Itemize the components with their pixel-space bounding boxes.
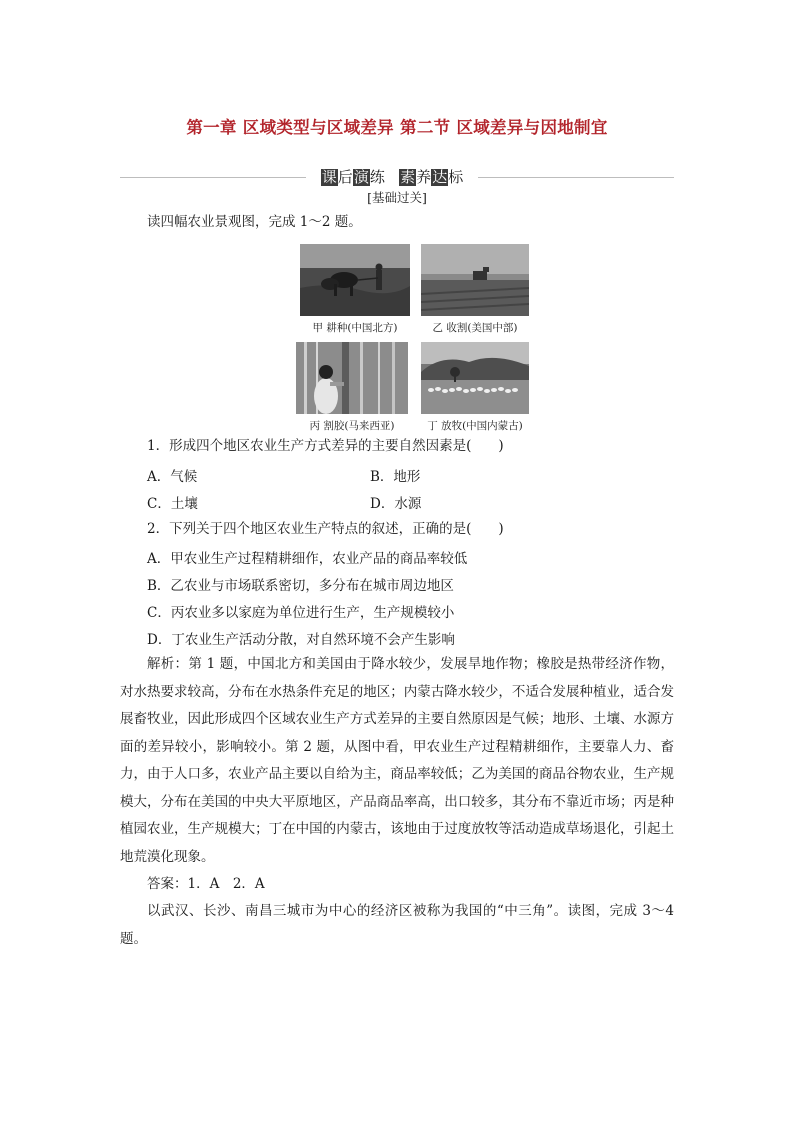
banner-rule-right — [478, 177, 674, 178]
question-1-option-b: B．地形 — [370, 469, 421, 485]
analysis-paragraph: 解析：第 1 题，中国北方和美国由于降水较少，发展旱地作物；橡胶是热带经济作物，对水热要求较高，分布在水热条件充足的地区；内蒙古降水较少，不适合发展种植业，适合发展畜牧业，因此形成四个区域农业生产方式差异的主要自然原因是气候；地形、土壤、水源方面的差异较小，影响较小。第 2 题，从图中看，甲农业生产过程精耕细作，主要靠人力、畜力，由于人口多，农业产品主要以自给为主，商品率较低；乙为美国的商品谷物农业，生产规模大，分布在美国的中央大平原地区，产品商品率高，出口较多，其分布不靠近市场；丙是种植园农业，生产规模大；丁在中国的内蒙古，该地由于过度放牧等活动造成草场退化，引起土地荒漠化现象。 — [120, 656, 674, 865]
photo-plowing — [300, 244, 410, 316]
intro-paragraph-2: 以武汉、长沙、南昌三城市为中心的经济区被称为我国的“中三角”。读图，完成 3～4 题。 — [120, 903, 674, 947]
question-2-option-d: D．丁农业生产活动分散，对自然环境不会产生影响 — [147, 632, 455, 648]
question-1-option-c: C．土壤 — [147, 496, 198, 512]
intro-text: 读四幅农业景观图，完成 1～2 题。 — [147, 214, 362, 230]
question-2-option-c: C．丙农业多以家庭为单位进行生产，生产规模较小 — [147, 605, 455, 621]
banner-text — [306, 166, 478, 187]
photo-caption: 丁 放牧(中国内蒙古) — [427, 420, 523, 432]
banner-char-highlight: 达 — [432, 168, 448, 186]
banner-char: 养 — [416, 168, 432, 186]
question-1-option-a: A．气候 — [147, 469, 198, 485]
question-2-option-a: A．甲农业生产过程精耕细作，农业产品的商品率较低 — [147, 551, 468, 567]
banner-char-highlight: 演 — [353, 168, 369, 186]
subsection-label: [基础过关] — [367, 190, 427, 205]
banner-char: 后 — [337, 168, 353, 186]
answer-line: 答案：1．A 2．A — [147, 876, 265, 892]
question-1-option-d: D．水源 — [370, 496, 422, 512]
banner-char: 练 — [369, 168, 385, 186]
photo-caption: 乙 收割(美国中部) — [432, 322, 518, 334]
photo-rubber-tapping — [296, 342, 408, 414]
question-2-option-b: B．乙农业与市场联系密切，多分布在城市周边地区 — [147, 578, 454, 594]
section-banner — [120, 166, 674, 188]
banner-char-highlight: 素 — [400, 168, 416, 186]
photo-grazing — [421, 342, 529, 414]
banner-char: 标 — [448, 168, 464, 186]
photo-harvesting — [421, 244, 529, 316]
photo-caption: 丙 割胶(马来西亚) — [309, 420, 395, 432]
chapter-title: 第一章 区域类型与区域差异 第二节 区域差异与因地制宜 — [186, 118, 608, 137]
question-1-stem: 1．形成四个地区农业生产方式差异的主要自然因素是( ) — [147, 438, 504, 454]
banner-char-highlight: 课 — [321, 168, 337, 186]
photo-caption: 甲 耕种(中国北方) — [312, 322, 398, 334]
question-2-stem: 2．下列关于四个地区农业生产特点的叙述，正确的是( ) — [147, 521, 504, 537]
banner-rule-left — [120, 177, 306, 178]
